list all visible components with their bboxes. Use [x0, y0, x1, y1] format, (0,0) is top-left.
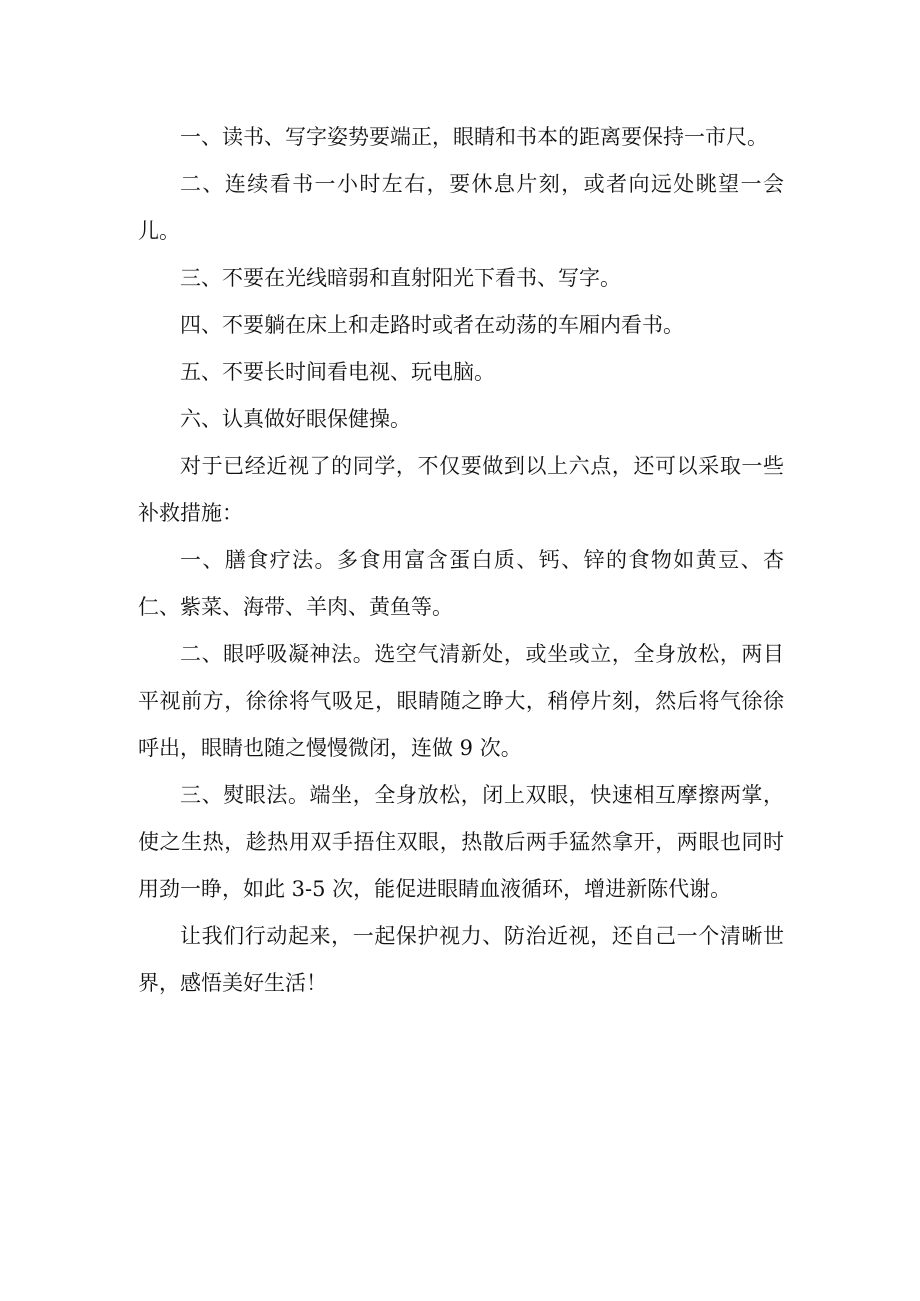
paragraph-tip-1: 一、读书、写字姿势要端正，眼睛和书本的距离要保持一市尺。: [180, 125, 768, 149]
paragraph-remedy-1: 一、膳食疗法。多食用富含蛋白质、钙、锌的食物如黄豆、杏仁、紫菜、海带、羊肉、黄鱼等。: [138, 548, 784, 619]
paragraph-remedy-3: 三、熨眼法。端坐，全身放松，闭上双眼，快速相互摩擦两掌，使之生热，趁热用双手捂住双眼，热散后两手猛然拿开，两眼也同时用劲一睁，如此 3-5 次，能促进眼睛血液循环，增进新陈代谢。: [138, 783, 784, 901]
document-body: [138, 114, 784, 1007]
paragraph-tip-2: 二、连续看书一小时左右，要休息片刻，或者向远处眺望一会儿。: [138, 172, 784, 243]
paragraph-tip-5: 五、不要长时间看电视、玩电脑。: [180, 360, 495, 384]
paragraph-tip-6: 六、认真做好眼保健操。: [180, 407, 411, 431]
paragraph-remedy-2: 二、眼呼吸凝神法。选空气清新处，或坐或立，全身放松，两目平视前方，徐徐将气吸足，眼睛随之睁大，稍停片刻，然后将气徐徐呼出，眼睛也随之慢慢微闭，连做 9 次。: [138, 642, 784, 760]
paragraph-closing: 让我们行动起来，一起保护视力、防治近视，还自己一个清晰世界，感悟美好生活！: [138, 924, 784, 995]
paragraph-tip-3: 三、不要在光线暗弱和直射阳光下看书、写字。: [180, 266, 621, 290]
paragraph-remedy-intro: 对于已经近视了的同学，不仅要做到以上六点，还可以采取一些补救措施：: [138, 454, 784, 525]
paragraph-tip-4: 四、不要躺在床上和走路时或者在动荡的车厢内看书。: [180, 313, 684, 337]
